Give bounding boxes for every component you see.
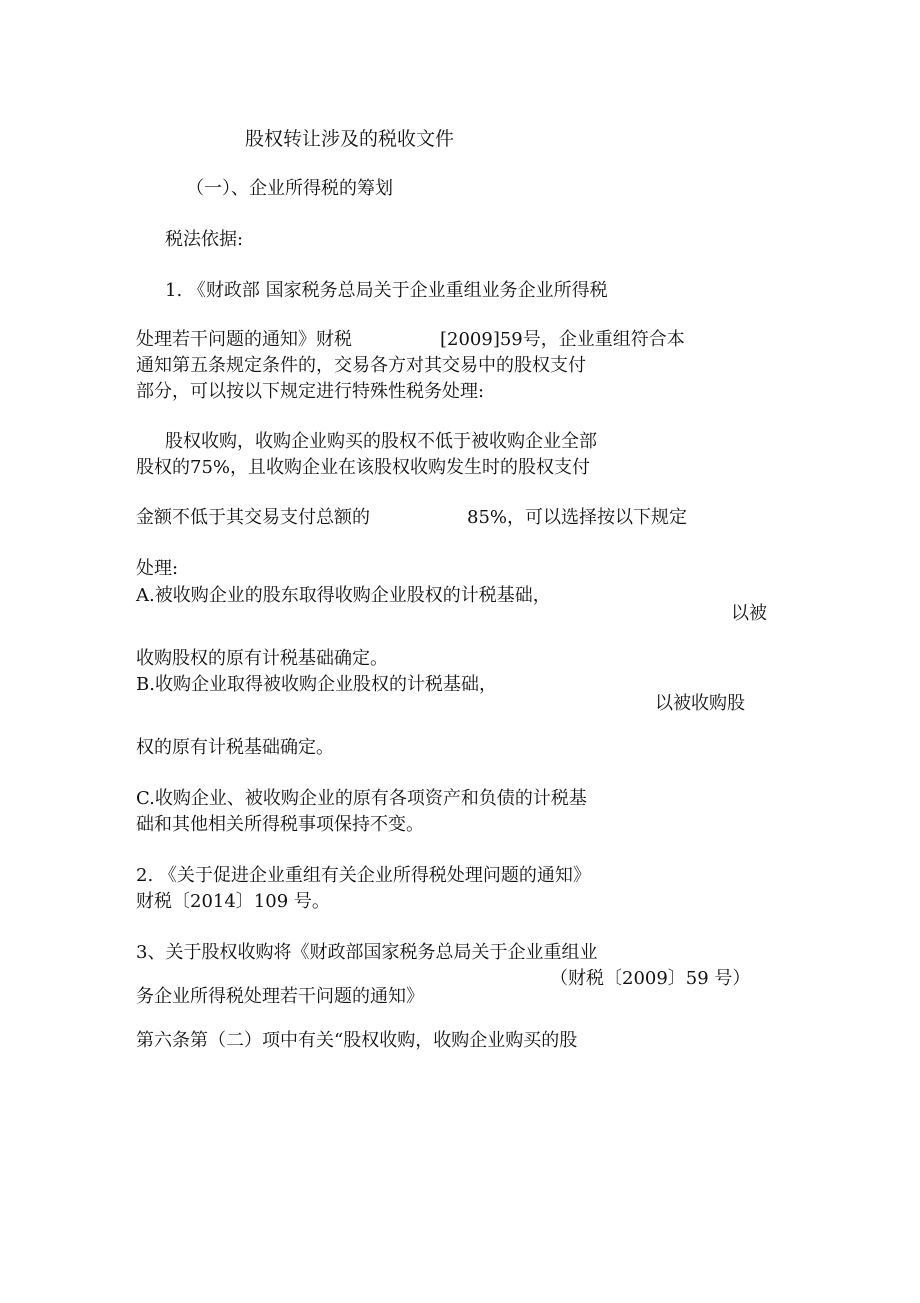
item1-line1: 1. 《财政部 国家税务总局关于企业重组业务企业所得税 [165, 280, 608, 301]
clause-a-line1: A.被收购企业的股东取得收购企业股权的计税基础， [136, 585, 551, 606]
item3-note: （财税〔2009〕59 号） [550, 968, 751, 989]
clause-c-line1: C.收购企业、被收购企业的原有各项资产和负债的计税基 [136, 788, 587, 809]
item3-line1: 3、关于股权收购将《财政部国家税务总局关于企业重组业 [136, 942, 598, 963]
equity-line2: 股权的75%，且收购企业在该股权收购发生时的股权支付 [136, 457, 591, 478]
item3-line2: 务企业所得税处理若干问题的通知》 [136, 986, 424, 1007]
document-title: 股权转让涉及的税收文件 [245, 128, 455, 150]
clause-a-line2: 收购股权的原有计税基础确定。 [136, 648, 388, 669]
clause-b-tail: 以被收购股 [655, 693, 745, 714]
clause-b-line2: 权的原有计税基础确定。 [136, 737, 334, 758]
item1-line4: 部分，可以按以下规定进行特殊性税务处理: [136, 381, 485, 402]
item1-line2b: [2009]59号，企业重组符合本 [440, 329, 685, 350]
item1-line2a: 处理若干问题的通知》财税 [136, 329, 352, 350]
section-heading: （一）、企业所得税的筹划 [186, 178, 393, 199]
item1-line3: 通知第五条规定条件的，交易各方对其交易中的股权支付 [136, 355, 586, 376]
equity-line1: 股权收购，收购企业购买的股权不低于被收购企业全部 [165, 431, 597, 452]
clause-b-line1: B.收购企业取得被收购企业股权的计税基础， [136, 674, 497, 695]
item3-line3: 第六条第（二）项中有关“股权收购，收购企业购买的股 [136, 1030, 578, 1051]
clause-a-tail: 以被 [731, 603, 767, 624]
equity-line4: 处理: [136, 558, 179, 579]
item2-line2: 财税〔2014〕109 号。 [136, 891, 330, 912]
basis-label: 税法依据: [165, 229, 244, 250]
equity-line3b: 85%，可以选择按以下规定 [467, 507, 688, 528]
clause-c-line2: 础和其他相关所得税事项保持不变。 [136, 814, 424, 835]
item2-line1: 2. 《关于促进企业重组有关企业所得税处理问题的通知》 [136, 865, 591, 886]
equity-line3a: 金额不低于其交易支付总额的 [136, 507, 370, 528]
